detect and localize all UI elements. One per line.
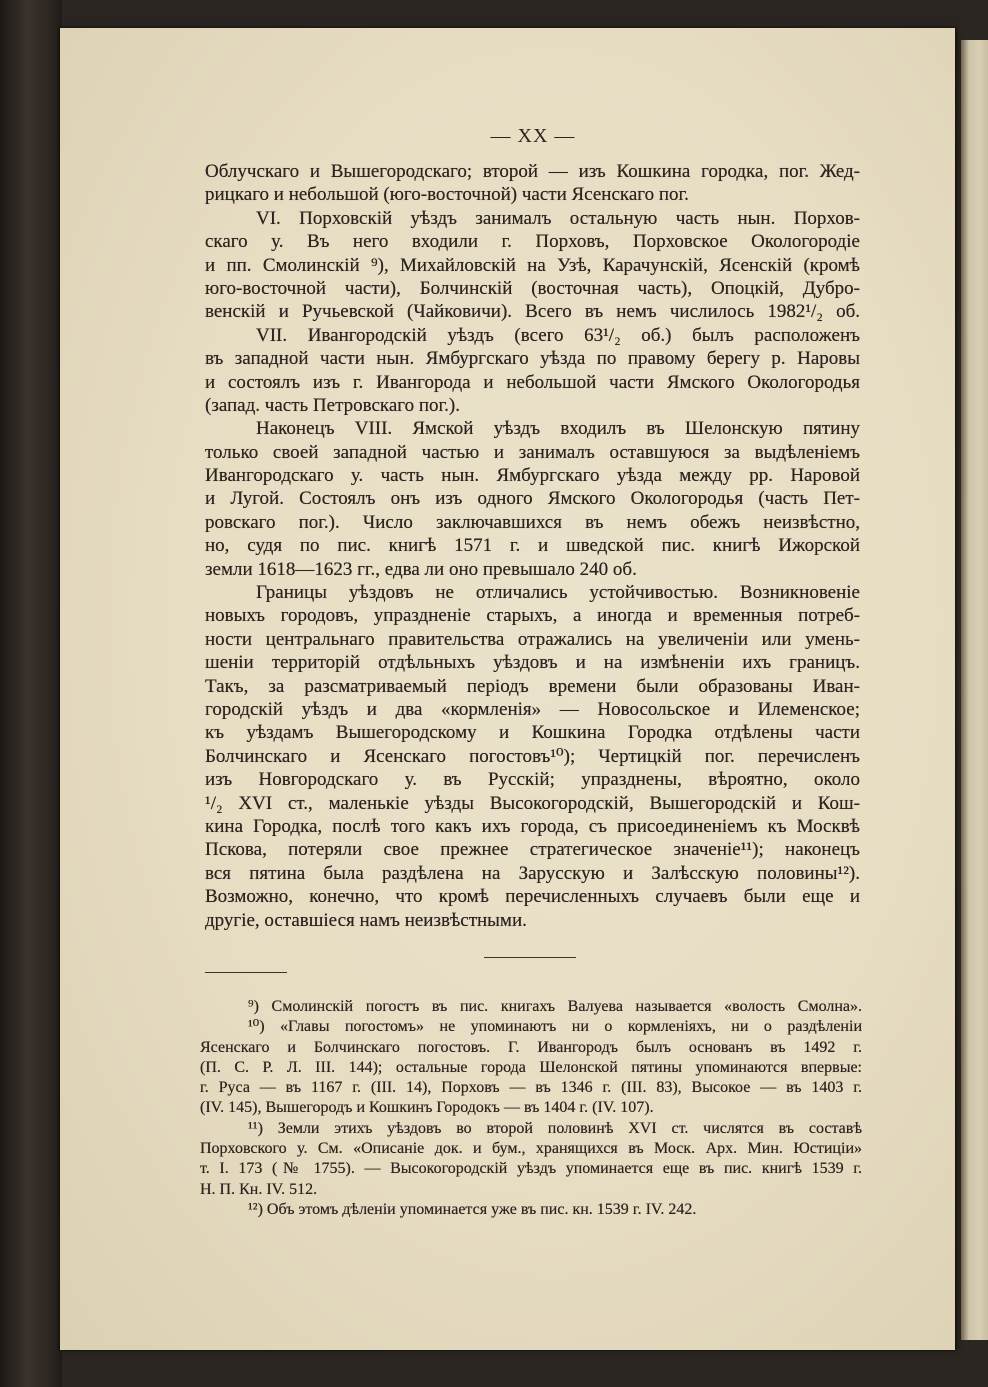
footnote-line: Н. П. Кн. IV. 512. (200, 1180, 318, 1198)
footnote-separator (205, 972, 287, 973)
book-page (60, 28, 955, 1350)
book-binding (0, 0, 62, 1387)
text-line: другіе, оставшіеся намъ неизвѣстными. (205, 909, 527, 931)
text-line: ровскаго пог.). Число заключавшихся въ немъ обежъ неизвѣстно, (205, 511, 860, 533)
paragraph (205, 160, 860, 207)
footnote-line: г. Руса — въ 1167 г. (III. 14), Порховъ — въ 1346 г. (III. 83), Высокое — въ 1403 г. (200, 1079, 862, 1097)
text-line: земли 1618—1623 гг., едва ли оно превышало 240 об. (205, 558, 637, 580)
footnote-line: ¹²) Объ этомъ дѣленіи упоминается уже въ пис. кн. 1539 г. IV. 242. (248, 1200, 697, 1218)
footnotes (200, 997, 862, 1220)
text-line: Такъ, за разсматриваемый періодъ времени были образованы Иван- (205, 675, 860, 697)
footnote (200, 1017, 862, 1118)
text-line: юго-восточной части), Болчинскій (восточная часть), Опоцкій, Дубро- (205, 277, 860, 299)
text-line: къ уѣздамъ Вышегородскому и Кошкина Городка отдѣлены части (205, 722, 860, 744)
text-line: но, судя по пис. книгѣ 1571 г. и шведской пис. книгѣ Ижорской (205, 535, 860, 557)
text-line: скаго у. Въ него входили г. Порховъ, Порховское Окологородіе (205, 231, 860, 253)
footnote (200, 1200, 862, 1220)
paragraph (205, 207, 860, 324)
footnote-line: ¹¹) Земли этихъ уѣздовъ во второй половинѣ XVI ст. числятся въ составѣ (248, 1119, 862, 1137)
text-line: венскій и Ручьевской (Чайковичи). Всего въ немъ числилось 1982¹/₂ об. (205, 301, 860, 323)
footnote-line: Ясенскаго и Болчинскаго погостовъ. Г. Ивангородъ былъ основанъ въ 1492 г. (200, 1038, 862, 1056)
footnote-line: ¹⁰) «Главы погостомъ» не упоминаютъ ни о кормленіяхъ, ни о раздѣленіи (248, 1018, 862, 1036)
footnote (200, 1119, 862, 1200)
text-line: (запад. часть Петровскаго пог.). (205, 394, 460, 416)
text-line: Ивангородскаго у. часть нын. Ямбургскаго уѣзда между рр. Наровой (205, 465, 860, 487)
footnote-line: (П. С. Р. Л. III. 144); остальные города Шелонской пятины упоминаются впервые: (200, 1058, 862, 1076)
paragraph (205, 324, 860, 418)
text-line: Болчинскаго и Ясенскаго погостовъ¹⁰); Чертицкій пог. перечисленъ (205, 745, 860, 767)
footnote-line: ⁹) Смолинскій погостъ въ пис. книгахъ Валуева называется «волость Смолна». (248, 998, 862, 1015)
main-text (205, 160, 860, 932)
text-line: ности центральнаго правительства отражались на увеличеніи или умень- (205, 628, 860, 650)
paragraph (205, 417, 860, 581)
paragraph (205, 581, 860, 932)
footnote-line: т. I. 173 (№ 1755). — Высокогородскій уѣздъ упоминается еще въ пис. книгѣ 1539 г. (200, 1160, 862, 1178)
end-of-text-rule (484, 957, 576, 958)
text-line: Возможно, конечно, что кромѣ перечисленныхъ случаевъ были еще и (205, 886, 860, 908)
text-line: Облучскаго и Вышегородскаго; второй — изъ Кошкина городка, пог. Жед- (205, 161, 860, 182)
footnote-line: Порховского у. См. «Описаніе док. и бум., хранящихся въ Моск. Арх. Мин. Юстиціи» (200, 1140, 862, 1158)
text-line: рицкаго и небольшой (юго-восточной) части Ясенскаго пог. (205, 184, 689, 206)
text-line: и состоялъ изъ г. Ивангорода и небольшой части Ямского Окологородья (205, 371, 860, 393)
text-line: вся пятина была раздѣлена на Зарусскую и Залѣсскую половины¹²). (205, 862, 860, 884)
text-line: городскій уѣздъ и два «кормленія» — Новосольское и Илеменское; (205, 698, 860, 720)
text-line: и пп. Смолинскій ⁹), Михайловскій на Узѣ, Карачунскій, Ясенскій (кромѣ (205, 254, 860, 276)
footnote (200, 997, 862, 1017)
text-line: новыхъ городовъ, упраздненіе старыхъ, а иногда и временныя потреб- (205, 605, 860, 627)
text-line: кина Городка, послѣ того какъ ихъ города, съ присоединеніемъ къ Москвѣ (205, 815, 860, 837)
page-number: — XX — (490, 125, 576, 147)
text-line: шеніи территорій отдѣльныхъ уѣздовъ и на измѣненіи ихъ границъ. (205, 652, 860, 674)
text-line: VI. Порховскій уѣздъ занималъ остальную часть нын. Порхов- (256, 207, 860, 229)
text-line: Пскова, потеряли свое прежнее стратегическое значеніе¹¹); наконецъ (205, 839, 860, 861)
text-line: только своей западной частью и занималъ оставшуюся за выдѣленіемъ (205, 441, 860, 463)
text-line: въ западной части нын. Ямбургскаго уѣзда по правому берегу р. Наровы (205, 348, 860, 370)
text-line: ¹/₂ XVI ст., маленькіе уѣзды Высокогородскій, Вышегородскій и Кош- (205, 792, 860, 814)
text-line: и Лугой. Состоялъ онъ изъ одного Ямского Окологородья (часть Пет- (205, 488, 860, 510)
footnote-line: (IV. 145), Вышегородъ и Кошкинъ Городокъ — въ 1404 г. (IV. 107). (200, 1099, 654, 1117)
text-line: Наконецъ VIII. Ямской уѣздъ входилъ въ Шелонскую пятину (256, 418, 860, 440)
text-line: VII. Ивангородскій уѣздъ (всего 63¹/₂ об.) былъ расположенъ (256, 324, 860, 346)
text-line: изъ Новгородскаго у. въ Русскій; упразднены, вѣроятно, около (205, 769, 860, 791)
next-page-edge (961, 40, 988, 1340)
text-line: Границы уѣздовъ не отличались устойчивостью. Возникновеніе (256, 582, 860, 604)
